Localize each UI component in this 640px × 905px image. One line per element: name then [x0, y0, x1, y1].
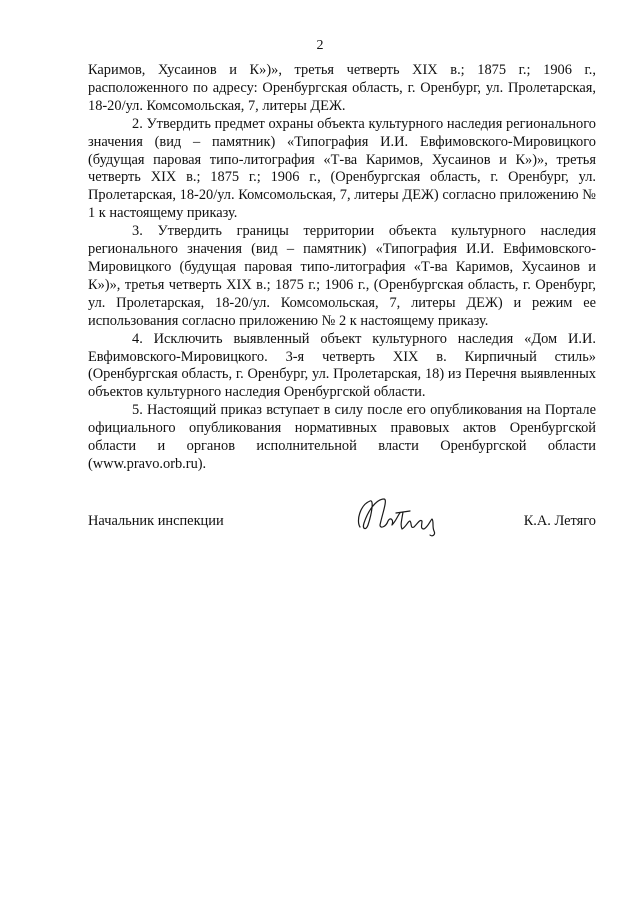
handwritten-signature	[350, 491, 450, 541]
paragraph-item-2: 2. Утвердить предмет охраны объекта культурного наследия регионального значения (вид – памятник) «Типография И.И. Евфимовского-Мировицкого (будущая паровая типо-литография «Т-ва Каримов, Хусаинов и К»)», третья четверть XIX в.; 1875 г.; 1906 г., (Оренбургская область, г. Оренбург, ул. Пролетарская, 18-20/ул. Комсомольская, 7, литеры ДЕЖ) согласно приложению № 1 к настоящему приказу.	[88, 115, 596, 222]
document-body	[88, 62, 596, 474]
page-number: 2	[316, 38, 324, 53]
paragraph-item-5: 5. Настоящий приказ вступает в силу после его опубликования на Портале официального опубликования нормативных правовых актов Оренбургской области и органов исполнительной власти Оренбургской области (www.pravo.orb.ru).	[88, 402, 596, 472]
position-title: Начальник инспекции	[88, 513, 224, 529]
signer-name: К.А. Летяго	[523, 513, 596, 529]
paragraph-item-3: 3. Утвердить границы территории объекта культурного наследия регионального значения (вид – памятник) «Типография И.И. Евфимовского-Мировицкого (будущая паровая типо-литография «Т-ва Каримов, Хусаинов и К»)», третья четверть XIX в.; 1875 г.; 1906 г., (Оренбургская область, г. Оренбург, ул. Пролетарская, 18-20/ул. Комсомольская, 7, литеры ДЕЖ) и режим ее использования согласно приложению № 2 к настоящему приказу.	[88, 223, 596, 329]
paragraph-continuation: Каримов, Хусаинов и К»)», третья четверть XIX в.; 1875 г.; 1906 г., расположенного по адресу: Оренбургская область, г. Оренбург, ул. Пролетарская, 18-20/ул. Комсомольская, 7, литеры ДЕЖ.	[88, 62, 596, 114]
signature-block	[88, 505, 596, 545]
paragraph-item-4: 4. Исключить выявленный объект культурного наследия «Дом И.И. Евфимовского-Мировицкого. 3-я четверть XIX в. Кирпичный стиль» (Оренбургская область, г. Оренбург, ул. Пролетарская, 18) из Перечня выявленных объектов культурного наследия Оренбургской области.	[88, 330, 596, 401]
